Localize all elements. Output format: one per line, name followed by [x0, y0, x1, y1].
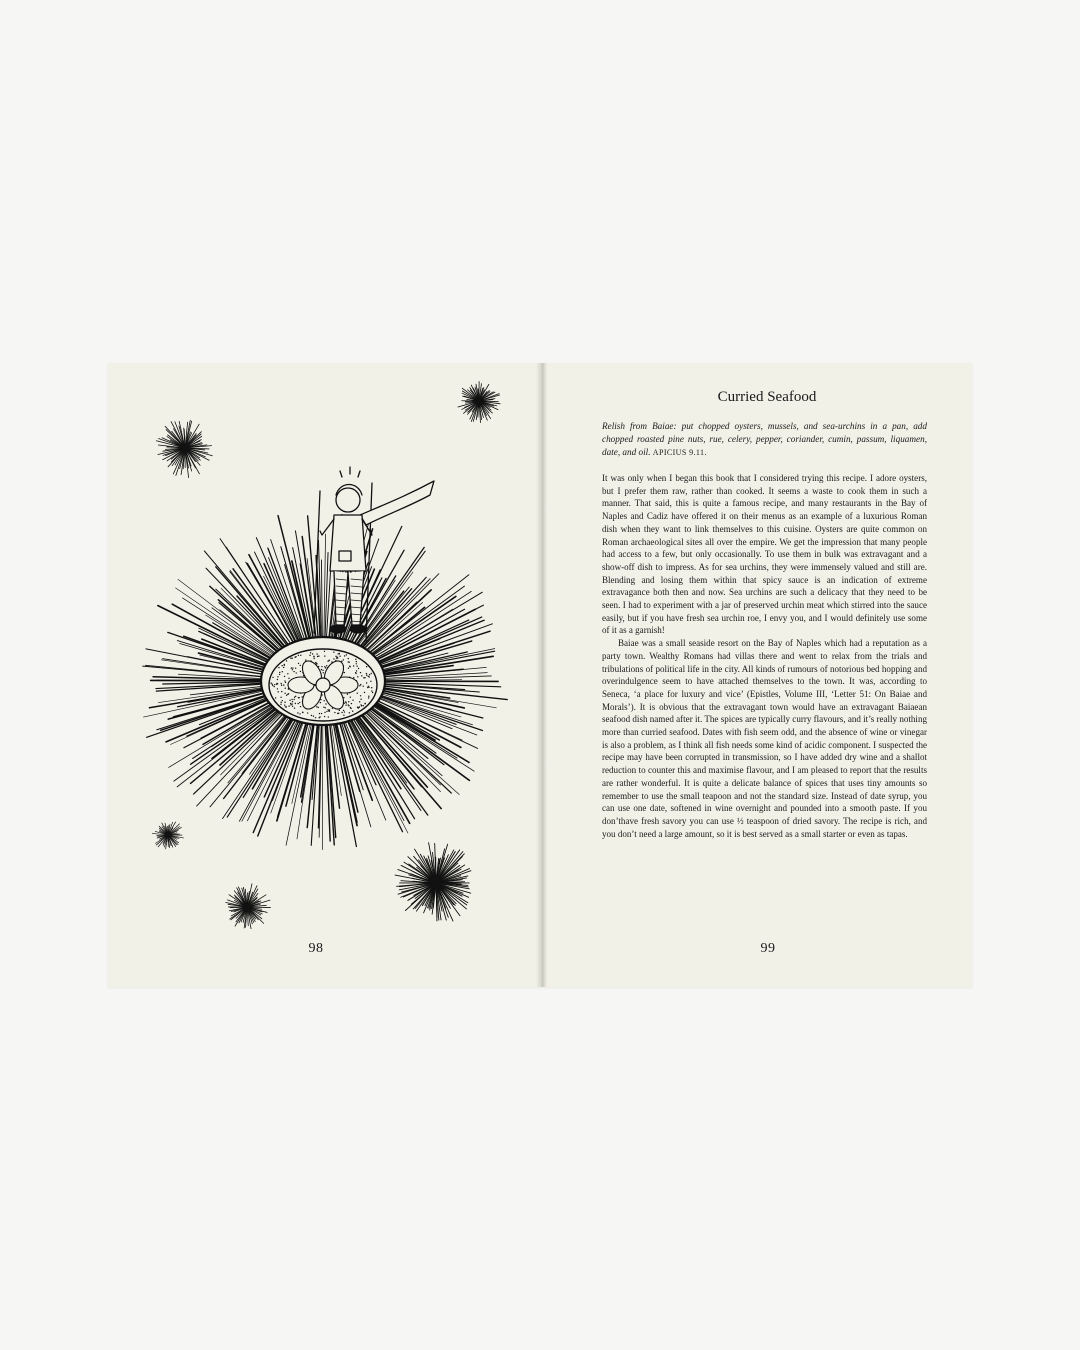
epigraph-source: APICIUS 9.11. — [652, 448, 707, 457]
recipe-title: Curried Seafood — [717, 389, 817, 405]
page-number-left: 98 — [308, 941, 324, 956]
epigraph — [602, 420, 927, 459]
small-urchin-icon — [152, 822, 183, 849]
large-urchin-icon — [143, 515, 507, 850]
left-page — [108, 363, 538, 987]
right-page — [542, 363, 972, 987]
sea-urchin-chef-illustration — [108, 363, 538, 987]
body-paragraph: It was only when I began this book that I considered trying this recipe. I adore oysters, but I prefer them raw, rather than cooked. It seems a waste to cook them in such a manner. That said, this is quite a famous recipe, and many restaurants in the Bay of Naples and Cadiz have offered it on their menus as an example of a luxurious Roman dish when they want to link themselves to this cuisine. Oysters are quite common on Roman archaeological sites all over the empire. We get the impression that many people had access to a few, but only occasionally. To use them in bulk was extravagant and a show-off dish to impress. As for sea urchins, they were immensely valued and still are. Blending and losing them within that spicy sauce is an indication of extreme extravagance both then and now. Sea urchins are such a delicacy that they need to be seen. I had to experiment with a jar of preserved urchin meat which stirred into the sauce easily, but if you have fresh sea urchin roe, I envy you, and I would definitely use some of it as a garnish! — [602, 473, 927, 636]
body-paragraph: Baiae was a small seaside resort on the Bay of Naples which had a reputation as a party town. Wealthy Romans had villas there and went to relax from the trials and tribulations of political life in the city. All kinds of rumours of notorious bed hopping and overindulgence seem to have attached themselves to the town. It was, according to Seneca, ‘a place for luxury and vice’ (Epistles, Volume III, ‘Letter 51: On Baiae and Morals’). It is obvious that the extravagant town would have an extravagant Baiaean seafood dish named after it. The spices are typically curry flavours, and it’s really nothing more than curried seafood. Dates with fish seem odd, and the absence of wine or vinegar is also a problem, as I think all fish needs some kind of acidic component. I suspected the recipe may have been corrupted in transmission, so I have added dry wine and a shallot reduction to counter this and maximise flavour, and I am pleased to report that the results are rather wonderful. It is quite a delicate balance of spices that uses tiny amounts so remember to use the small teapoon and not the standard size. Instead of date syrup, you can use one date, softened in wine overnight and pounded into a smooth paste. If you don’thave fresh savory you can use ½ teaspoon of dried savory. The recipe is rich, and you don’t need a large amount, so it is best served as a small starter or even as tapas. — [602, 638, 927, 839]
book-spread — [108, 363, 972, 987]
small-urchin-icon — [395, 843, 471, 921]
small-urchin-icon — [156, 420, 212, 477]
small-urchin-icon — [458, 382, 500, 423]
page-number-right: 99 — [760, 941, 776, 956]
small-urchin-icon — [226, 884, 271, 929]
epigraph-text: Relish from Baiae: put chopped oysters, mussels, and sea-urchins in a pan, add chopped roasted pine nuts, rue, celery, pepper, coriander, cumin, passum, liquamen, date, and oil. — [602, 421, 927, 457]
body-text — [602, 472, 927, 840]
